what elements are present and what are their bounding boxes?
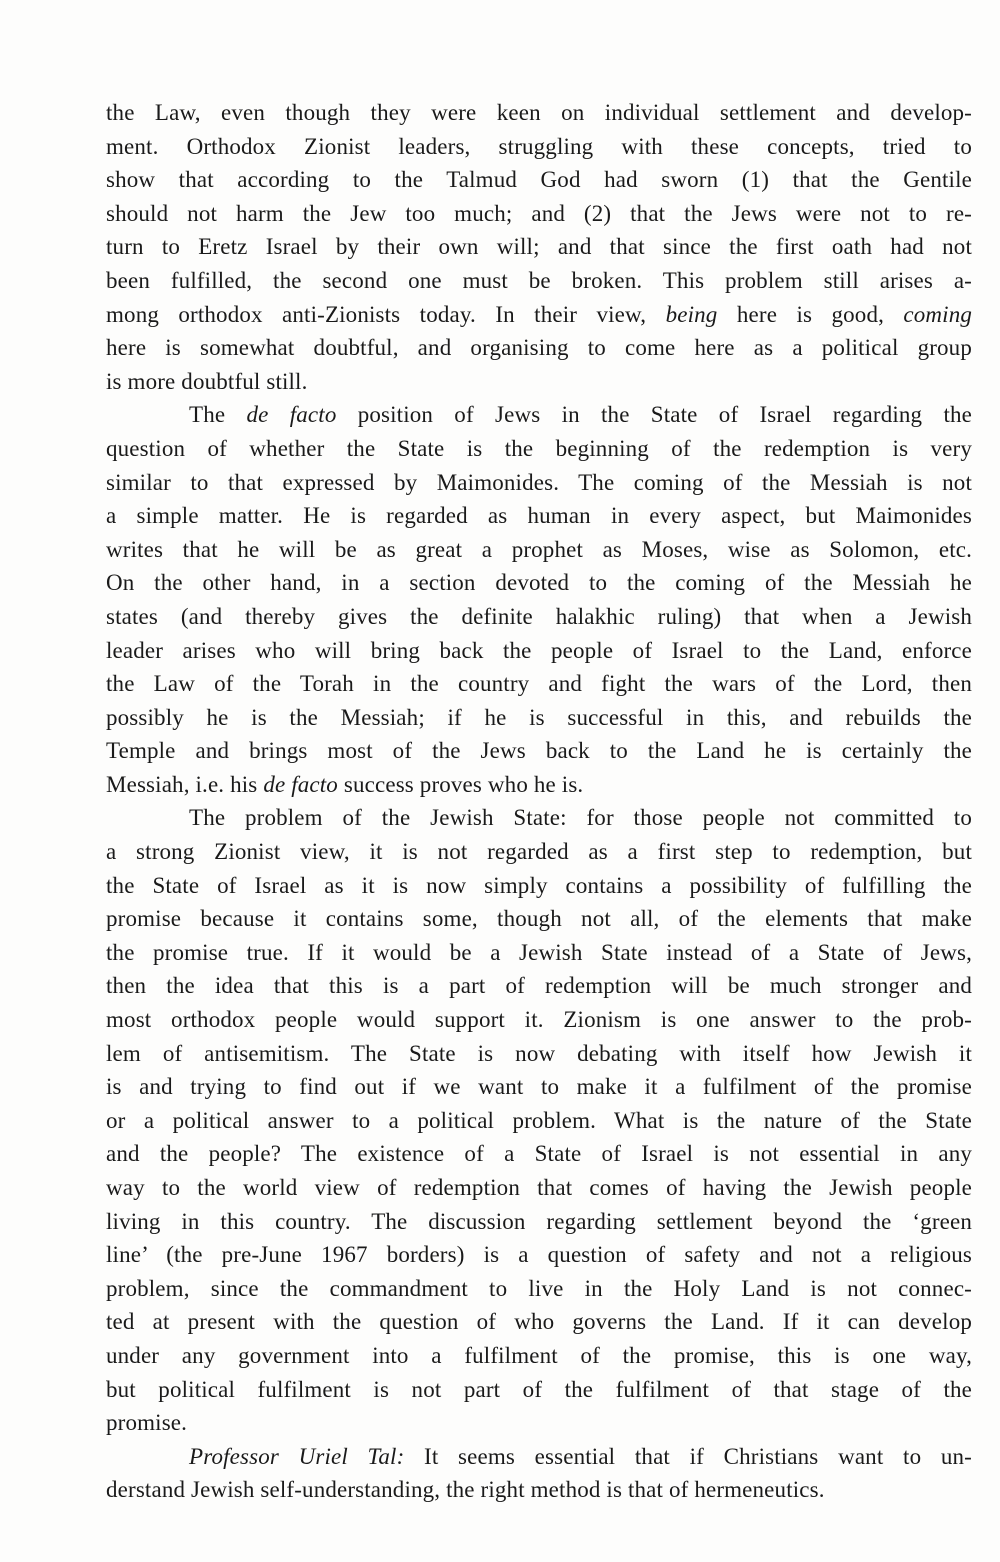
text-line [106,1137,972,1171]
text-run: here is good, [717,301,904,327]
text-run: promise. [106,1410,188,1436]
text-line [106,230,972,264]
text-run: should not harm the Jew too much; and (2) that the Jews were not to re- [106,200,972,226]
text-line [106,566,972,600]
text-run: line’ (the pre-June 1967 borders) is a question of safety and not a religious [106,1242,972,1268]
text-line [106,1272,972,1306]
text-run: a simple matter. He is regarded as human in every aspect, but Maimonides [106,503,972,529]
document-body [106,96,972,1507]
text-run: The [189,402,247,428]
text-run: ment. Orthodox Zionist leaders, struggling with these concepts, tried to [106,133,972,159]
text-line [106,1440,972,1474]
text-run: is and trying to find out if we want to make it a fulfilment of the promise [106,1074,972,1100]
text-run: leader arises who will bring back the people of Israel to the Land, enforce [106,637,972,663]
text-line [106,936,972,970]
text-line [106,1003,972,1037]
text-run: a strong Zionist view, it is not regarded as a first step to redemption, but [106,839,972,865]
text-line [106,1171,972,1205]
text-line [106,1104,972,1138]
text-run: position of Jews in the State of Israel regarding the [336,402,972,428]
text-line [106,466,972,500]
text-run: ted at present with the question of who governs the Land. If it can develop [106,1309,972,1335]
text-line [106,902,972,936]
text-line [106,432,972,466]
text-line [106,969,972,1003]
text-line [106,1070,972,1104]
text-line [106,667,972,701]
italic-text: Professor Uriel Tal: [189,1443,405,1469]
text-run: writes that he will be as great a prophet as Moses, wise as Solomon, etc. [106,536,972,562]
text-run: It seems essential that if Christians want to un- [404,1443,972,1469]
paragraph [106,96,972,398]
text-line [106,197,972,231]
paragraph [106,398,972,801]
italic-text: being [665,301,718,327]
text-run: question of whether the State is the beginning of the redemption is very [106,435,972,461]
text-run: Messiah, i.e. his [106,771,264,797]
text-line [106,1238,972,1272]
italic-text: de facto [246,402,337,428]
text-run: under any government into a fulfilment of the promise, this is one way, [106,1342,972,1368]
text-line [106,96,972,130]
text-run: here is somewhat doubtful, and organising to come here as a political group [106,335,972,361]
text-run: mong orthodox anti-Zionists today. In their view, [106,301,666,327]
paragraph [106,801,972,1439]
text-run: the promise true. If it would be a Jewish State instead of a State of Jews, [106,939,972,965]
text-run: possibly he is the Messiah; if he is successful in this, and rebuilds the [106,704,972,730]
text-run: but political fulfilment is not part of the fulfilment of that stage of the [106,1376,972,1402]
text-run: and the people? The existence of a State of Israel is not essential in any [106,1141,972,1167]
text-line [106,869,972,903]
text-line [106,734,972,768]
text-line [106,130,972,164]
text-run: been fulfilled, the second one must be broken. This problem still arises a- [106,267,972,293]
text-line [106,398,972,432]
text-line [106,1205,972,1239]
text-line [106,1373,972,1407]
text-run: the State of Israel as it is now simply contains a possibility of fulfilling the [106,872,972,898]
text-run: most orthodox people would support it. Zionism is one answer to the prob- [106,1007,972,1033]
text-run: states (and thereby gives the definite halakhic ruling) that when a Jewish [106,603,972,629]
text-run: derstand Jewish self-understanding, the right method is that of hermeneutics. [106,1477,825,1503]
text-line [106,1037,972,1071]
text-run: The problem of the Jewish State: for those people not committed to [189,805,972,831]
text-line [106,634,972,668]
text-line [106,1406,972,1440]
speaker-paragraph [106,1440,972,1507]
text-run: Temple and brings most of the Jews back to the Land he is certainly the [106,738,972,764]
text-line [106,801,972,835]
text-run: lem of antisemitism. The State is now debating with itself how Jewish it [106,1040,972,1066]
text-run: the Law, even though they were keen on individual settlement and develop- [106,100,972,125]
text-run: On the other hand, in a section devoted to the coming of the Messiah he [106,570,972,596]
text-line [106,298,972,332]
text-run: promise because it contains some, though not all, of the elements that make [106,906,972,932]
text-line [106,365,972,399]
italic-text: de facto [263,771,338,797]
text-run: way to the world view of redemption that comes of having the Jewish people [106,1175,972,1200]
text-line [106,600,972,634]
text-run: living in this country. The discussion regarding settlement beyond the ‘green [106,1208,972,1234]
text-line [106,533,972,567]
text-line [106,1305,972,1339]
text-run: similar to that expressed by Maimonides. The coming of the Messiah is not [106,469,972,495]
text-run: or a political answer to a political problem. What is the nature of the State [106,1107,972,1133]
text-line [106,768,972,802]
text-run: success proves who he is. [337,771,584,797]
text-run: then the idea that this is a part of redemption will be much stronger and [106,973,972,999]
text-line [106,1339,972,1373]
text-line [106,264,972,298]
text-line [106,331,972,365]
text-run: is more doubtful still. [106,368,308,394]
text-line [106,835,972,869]
text-run: turn to Eretz Israel by their own will; and that since the first oath had not [106,234,972,260]
text-line [106,701,972,735]
text-run: the Law of the Torah in the country and fight the wars of the Lord, then [106,671,972,697]
text-line [106,499,972,533]
text-run: problem, since the commandment to live in the Holy Land is not connec- [106,1275,972,1301]
text-run: show that according to the Talmud God had sworn (1) that the Gentile [106,167,972,193]
text-line [106,1473,972,1507]
text-line [106,163,972,197]
italic-text: coming [903,301,973,327]
